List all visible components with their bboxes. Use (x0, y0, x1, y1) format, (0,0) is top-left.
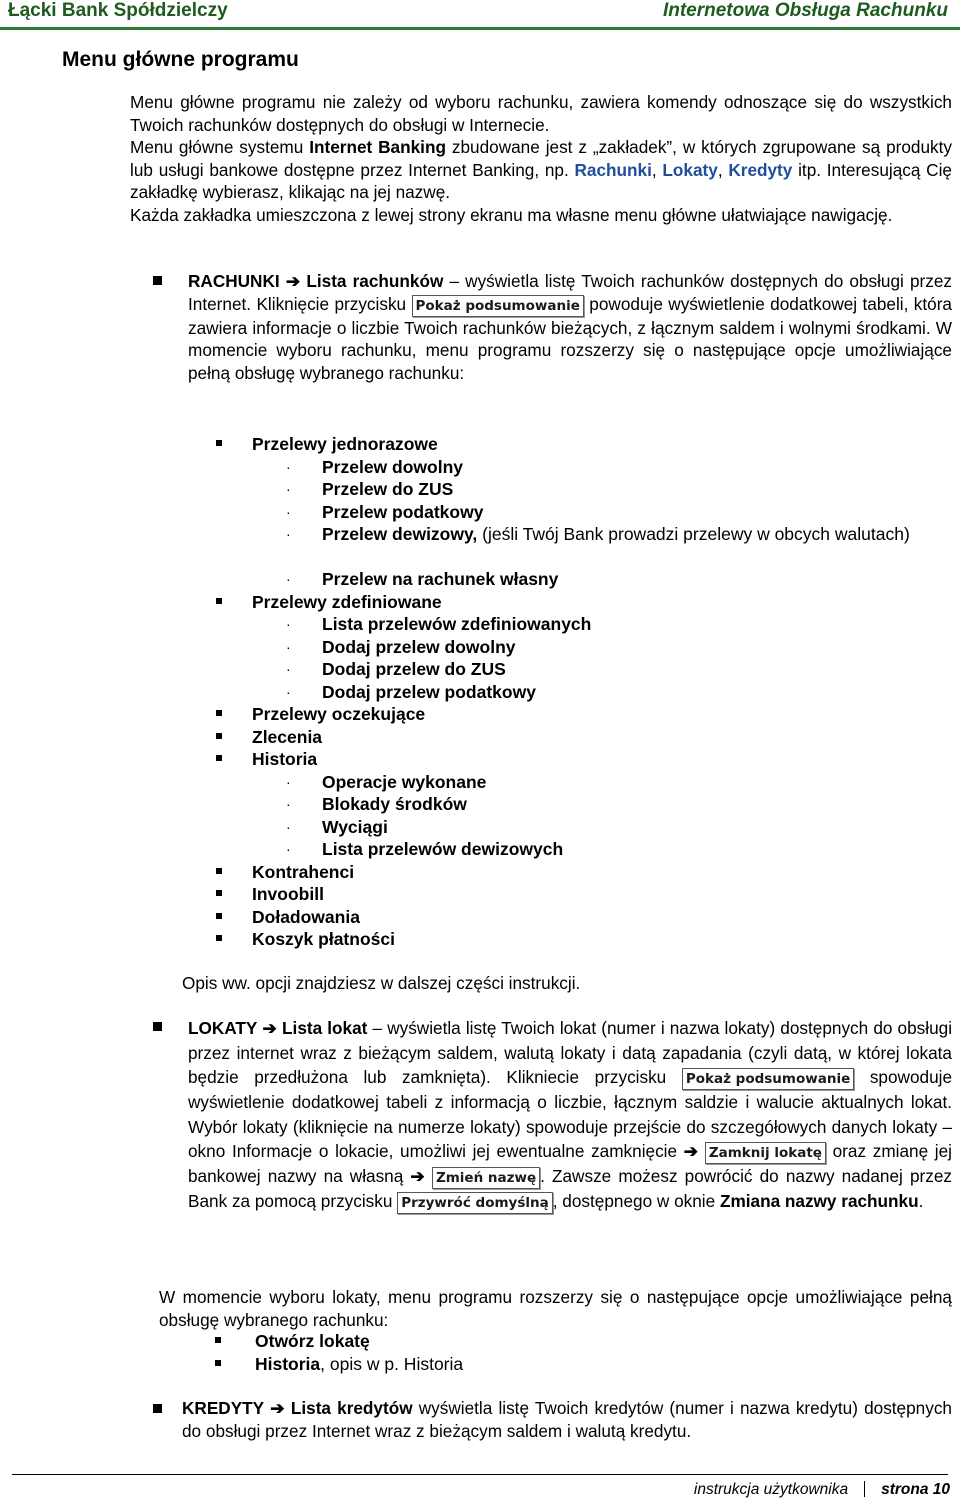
arrow-right-icon: ➔ (683, 1141, 699, 1161)
menu-item: Lista przelewów zdefiniowanych (322, 614, 592, 634)
arrow-right-icon: ➔ (270, 1398, 285, 1418)
menu-item: Przelew na rachunek własny (322, 569, 559, 589)
bullet-square-icon (153, 276, 162, 285)
show-summary-button[interactable]: Pokaż podsumowanie (682, 1068, 854, 1090)
arrow-right-icon: ➔ (285, 271, 301, 291)
footer-divider (12, 1474, 948, 1475)
menu-item: Kontrahenci (252, 861, 355, 882)
menu-item: Wyciągi (322, 816, 388, 837)
menu-item: Przelewy oczekujące (252, 704, 426, 724)
menu-item: Doładowania (252, 906, 360, 927)
bullet-dot-icon: · (286, 503, 291, 520)
intro-paragraph-3: Każda zakładka umieszczona z lewej strony ekranu ma własne menu główne ułatwiające nawigację. (130, 205, 893, 225)
lista-kredytow-link[interactable]: Lista kredytów (290, 1398, 413, 1418)
bullet-small-square-icon (215, 1337, 221, 1343)
menu-item: Operacje wykonane (322, 771, 487, 792)
bullet-dot-icon: · (286, 683, 291, 700)
menu-item: Przelewy zdefiniowane (252, 591, 442, 612)
menu-item: Dodaj przelew podatkowy (322, 681, 536, 702)
bullet-dot-icon: · (286, 458, 291, 475)
section-title: Menu główne programu (62, 48, 299, 71)
header-divider (0, 27, 960, 30)
bullet-square-icon (153, 1022, 162, 1031)
document-title: Internetowa Obsługa Rachunku (662, 0, 948, 21)
arrow-right-icon: ➔ (262, 1018, 277, 1038)
menu-item: Historia (252, 749, 318, 769)
footer (694, 1481, 950, 1499)
menu-item-otworz-lokate: Otwórz lokatę (255, 1331, 370, 1351)
menu-item: Przelewy jednorazowe (252, 434, 438, 454)
menu-item: Blokady środków (322, 794, 467, 814)
menu-item: Dodaj przelew dowolny (322, 636, 516, 657)
bullet-small-square-icon (216, 935, 222, 941)
bullet-dot-icon: · (286, 796, 291, 812)
lokaty-section: LOKATY ➔ Lista lokat – wyświetla listę Twoich lokat (numer i nazwa lokaty) dostępnych do obsługi przez internet wraz z bieżącym saldem, walutą lokaty i datą zapadania (czyli datą, w której lokata będzie przedłużona lub zamknięta). Klikniecie przycisku Pokaż podsumowanie spowoduje wyświetlenie dodatkowej tabeli z informacją o liczbie, łącznym saldzie i walucie aktualnych lokat. Wybór lokaty (kliknięcie na numerze lokaty) spowoduje przejście do szczegółowych danych lokaty – okno Informacje o lokacie, umożliwi jej ewentualne zamknięcie ➔ Zamknij lokatę oraz zmianę jej bankowej nazwy na własną ➔ Zmień nazwę . Zawsze możesz powrócić do nazwy nadanej przez Bank za pomocą przycisku Przywróć domyślną , dostępnego w oknie Zmiana nazwy rachunku. (188, 1016, 952, 1214)
bullet-dot-icon: · (286, 481, 291, 497)
menu-item: Przelew dowolny (322, 456, 463, 477)
bullet-dot-icon: · (286, 638, 291, 655)
bullet-small-square-icon (216, 598, 222, 604)
menu-item: Koszyk płatności (252, 929, 395, 949)
footer-label: instrukcja użytkownika (693, 1481, 849, 1498)
bullet-dot-icon: · (286, 616, 291, 632)
rachunki-tab-link[interactable]: Rachunki (574, 159, 652, 180)
menu-item: Invoobill (252, 884, 324, 904)
menu-item: Zlecenia (252, 726, 323, 747)
lokaty-tab-link[interactable]: Lokaty (662, 159, 718, 180)
intro-paragraph-1: Menu główne programu nie zależy od wyboru rachunku, zawiera komendy odnoszące się do wszystkich Twoich rachunków dostępnych do obsługi w Internecie. (130, 92, 952, 135)
close-deposit-button[interactable]: Zamknij lokatę (705, 1142, 826, 1164)
kredyty-tab-link[interactable]: Kredyty (728, 159, 793, 180)
bullet-dot-icon: · (286, 526, 291, 542)
bullet-dot-icon: · (286, 818, 291, 835)
options-note: Opis ww. opcji znajdziesz w dalszej części instrukcji. (182, 973, 581, 993)
bullet-small-square-icon (216, 755, 222, 761)
menu-item: Przelew podatkowy (322, 501, 484, 522)
show-summary-button[interactable]: Pokaż podsumowanie (412, 295, 584, 317)
menu-item: Lista przelewów dewizowych (322, 839, 564, 859)
menu-item: Przelew do ZUS (322, 479, 454, 499)
kredyty-section: KREDYTY ➔ Lista kredytów wyświetla listę Twoich kredytów (numer i nazwa kredytu) dostępnych do obsługi przez Internet wraz z bieżącym saldem i walutą kredytu. (182, 1398, 952, 1441)
bullet-dot-icon: · (286, 661, 291, 677)
bullet-square-icon (153, 1404, 162, 1413)
restore-default-button[interactable]: Przywróć domyślną (397, 1192, 553, 1214)
bullet-small-square-icon (216, 913, 222, 919)
bullet-dot-icon: · (286, 571, 291, 587)
bullet-small-square-icon (216, 710, 222, 716)
lista-lokat-link[interactable]: Lista lokat (282, 1018, 368, 1038)
bullet-small-square-icon (215, 1360, 221, 1366)
rachunki-section: RACHUNKI ➔ Lista rachunków – wyświetla listę Twoich rachunków dostępnych do obsługi przez Internet. Kliknięcie przycisku Pokaż podsumowanie powoduje wyświetlenie dodatkowej tabeli, która zawiera informacje o liczbie Twoich rachunków bieżących, z łącznym saldem i wolnymi środkami. W momencie wyboru rachunku, menu programu rozszerzy się o następujące opcje umożliwiające pełną obsługę wybranego rachunku: (188, 271, 953, 383)
bullet-dot-icon: · (286, 773, 291, 790)
lokaty-menu-intro: W momencie wyboru lokaty, menu programu rozszerzy się o następujące opcje umożliwiające pełną obsługę wybranego rachunku: (159, 1287, 952, 1330)
bullet-small-square-icon (216, 440, 222, 446)
bank-name: Łącki Bank Spółdzielczy (8, 0, 228, 21)
page-number: strona 10 (881, 1481, 950, 1498)
bullet-dot-icon: · (286, 841, 291, 857)
rename-button[interactable]: Zmień nazwę (432, 1167, 540, 1189)
arrow-right-icon: ➔ (410, 1166, 425, 1186)
lista-rachunkow-link[interactable]: Lista rachunków (306, 271, 444, 291)
bullet-small-square-icon (216, 733, 222, 739)
intro-paragraph-2: Menu główne systemu Internet Banking zbudowane jest z „zakładek”, w których zgrupowane są produkty lub usługi bankowe dostępne przez Internet Banking, np. Rachunki, Lokaty, Kredyty itp. Interesującą Cię zakładkę wybierasz, klikając na jej nazwę. (130, 137, 953, 202)
menu-item: Dodaj przelew do ZUS (322, 659, 506, 679)
bullet-small-square-icon (216, 890, 222, 896)
menu-item-historia: Historia, opis w p. Historia (255, 1354, 464, 1374)
bullet-small-square-icon (216, 868, 222, 874)
menu-item: Przelew dewizowy, (jeśli Twój Bank prowadzi przelewy w obcych walutach) (322, 524, 910, 544)
